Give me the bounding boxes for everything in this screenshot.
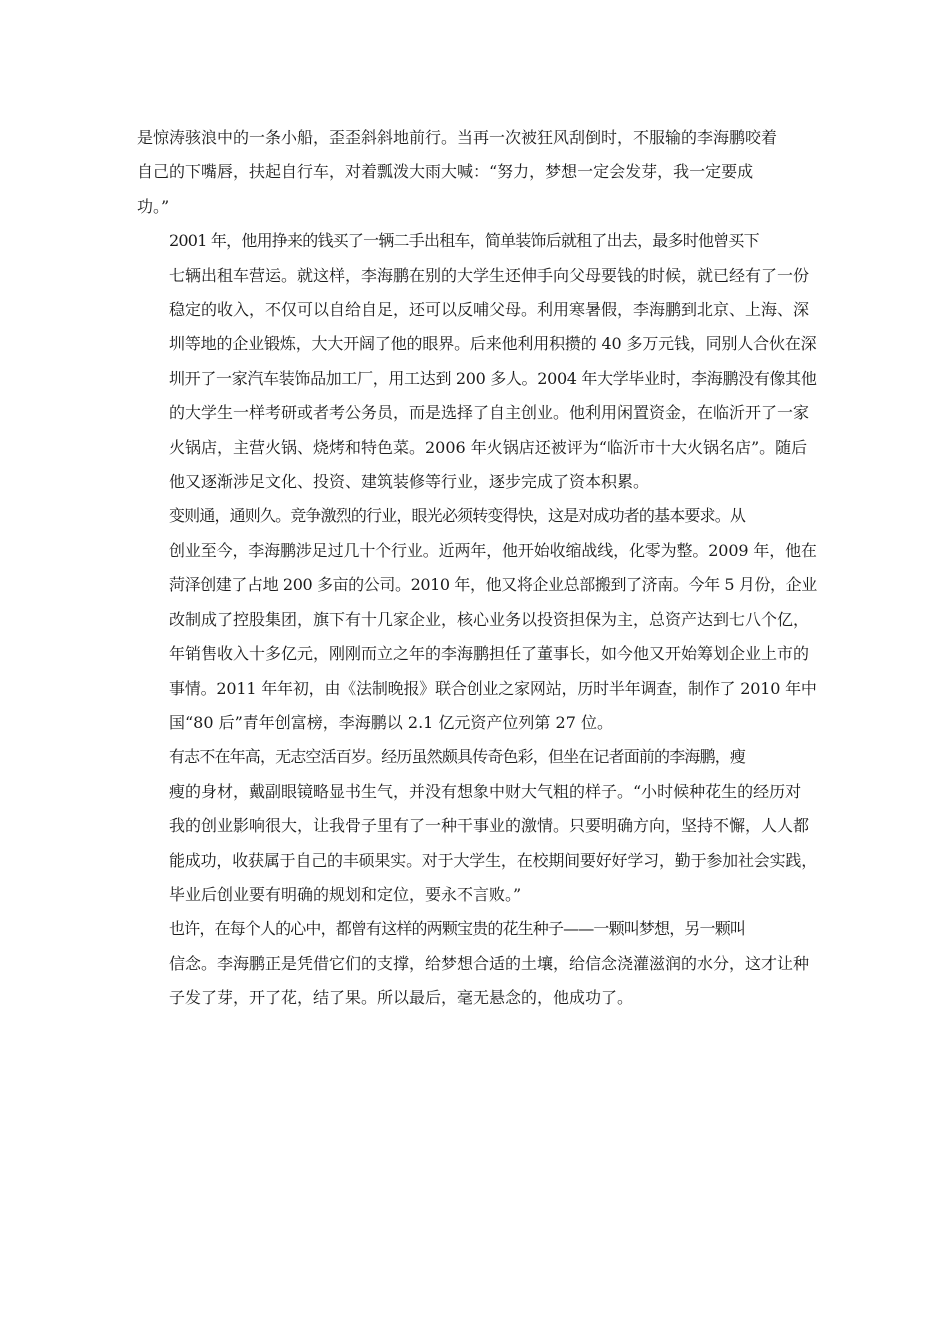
text-line: 菏泽创建了占地 200 多亩的公司。2010 年，他又将企业总部搬到了济南。今年 5 月份，企业 (169, 575, 817, 595)
text-line: 圳开了一家汽车装饰品加工厂，用工达到 200 多人。2004 年大学毕业时，李海鹏没有像其他 (169, 368, 817, 388)
text-line: 2001 年，他用挣来的钱买了一辆二手出租车，简单装饰后就租了出去，最多时他曾买下 (169, 231, 759, 251)
paragraph (137, 224, 817, 499)
text-line: 圳等地的企业锻炼，大大开阔了他的眼界。后来他利用积攒的 40 多万元钱，同别人合伙在深 (169, 334, 817, 354)
paragraph (137, 121, 817, 224)
text-line: 他又逐渐涉足文化、投资、建筑装修等行业，逐步完成了资本积累。 (169, 472, 650, 492)
text-line: 国“80 后”青年创富榜，李海鹏以 2.1 亿元资产位列第 27 位。 (169, 712, 613, 732)
text-line: 事情。2011 年年初，由《法制晚报》联合创业之家网站，历时半年调查，制作了 2010 年中 (169, 678, 817, 698)
text-line: 我的创业影响很大，让我骨子里有了一种干事业的激情。只要明确方向，坚持不懈，人人都 (169, 816, 810, 836)
text-line: 火锅店，主营火锅、烧烤和特色菜。2006 年火锅店还被评为“临沂市十大火锅名店”。随后 (169, 437, 808, 457)
paragraph (137, 499, 817, 740)
text-line: 也许，在每个人的心中，都曾有这样的两颗宝贵的花生种子——一颗叫梦想，另一颗叫 (169, 919, 746, 939)
text-line: 的大学生一样考研或者考公务员，而是选择了自主创业。他利用闲置资金，在临沂开了一家 (169, 403, 810, 423)
text-line: 变则通，通则久。竞争激烈的行业，眼光必须转变得快，这是对成功者的基本要求。从 (169, 506, 746, 526)
text-line: 瘦的身材，戴副眼镜略显书生气，并没有想象中财大气粗的样子。“小时候种花生的经历对 (169, 781, 802, 801)
text-line: 稳定的收入，不仅可以自给自足，还可以反哺父母。利用寒暑假，李海鹏到北京、上海、深 (169, 300, 810, 320)
text-line: 毕业后创业要有明确的规划和定位，要永不言败。” (169, 884, 522, 904)
text-line: 子发了芽，开了花，结了果。所以最后，毫无悬念的，他成功了。 (169, 988, 634, 1008)
text-line: 信念。李海鹏正是凭借它们的支撑，给梦想合适的土壤，给信念浇灌滋润的水分，这才让种 (169, 953, 810, 973)
text-line: 是惊涛骇浪中的一条小船，歪歪斜斜地前行。当再一次被狂风刮倒时，不服输的李海鹏咬着 (137, 128, 778, 147)
text-line: 创业至今，李海鹏涉足过几十个行业。近两年，他开始收缩战线，化零为整。2009 年，他在 (169, 540, 817, 560)
text-line: 年销售收入十多亿元，刚刚而立之年的李海鹏担任了董事长，如今他又开始筹划企业上市的 (169, 644, 810, 664)
paragraph (137, 912, 817, 1015)
text-line: 有志不在年高，无志空活百岁。经历虽然颇具传奇色彩，但坐在记者面前的李海鹏，瘦 (169, 747, 746, 767)
text-line: 七辆出租车营运。就这样，李海鹏在别的大学生还伸手向父母要钱的时候，就已经有了一份 (169, 265, 810, 285)
text-line: 自己的下嘴唇，扶起自行车，对着瓢泼大雨大喊：“努力，梦想一定会发芽，我一定要成 (137, 162, 754, 182)
text-line: 改制成了控股集团，旗下有十几家企业，核心业务以投资担保为主，总资产达到七八个亿， (169, 609, 810, 629)
paragraph (137, 740, 817, 912)
text-line: 功。” (137, 196, 170, 216)
text-line: 能成功，收获属于自己的丰硕果实。对于大学生，在校期间要好好学习，勤于参加社会实践， (169, 850, 818, 870)
article-body (137, 121, 817, 1016)
